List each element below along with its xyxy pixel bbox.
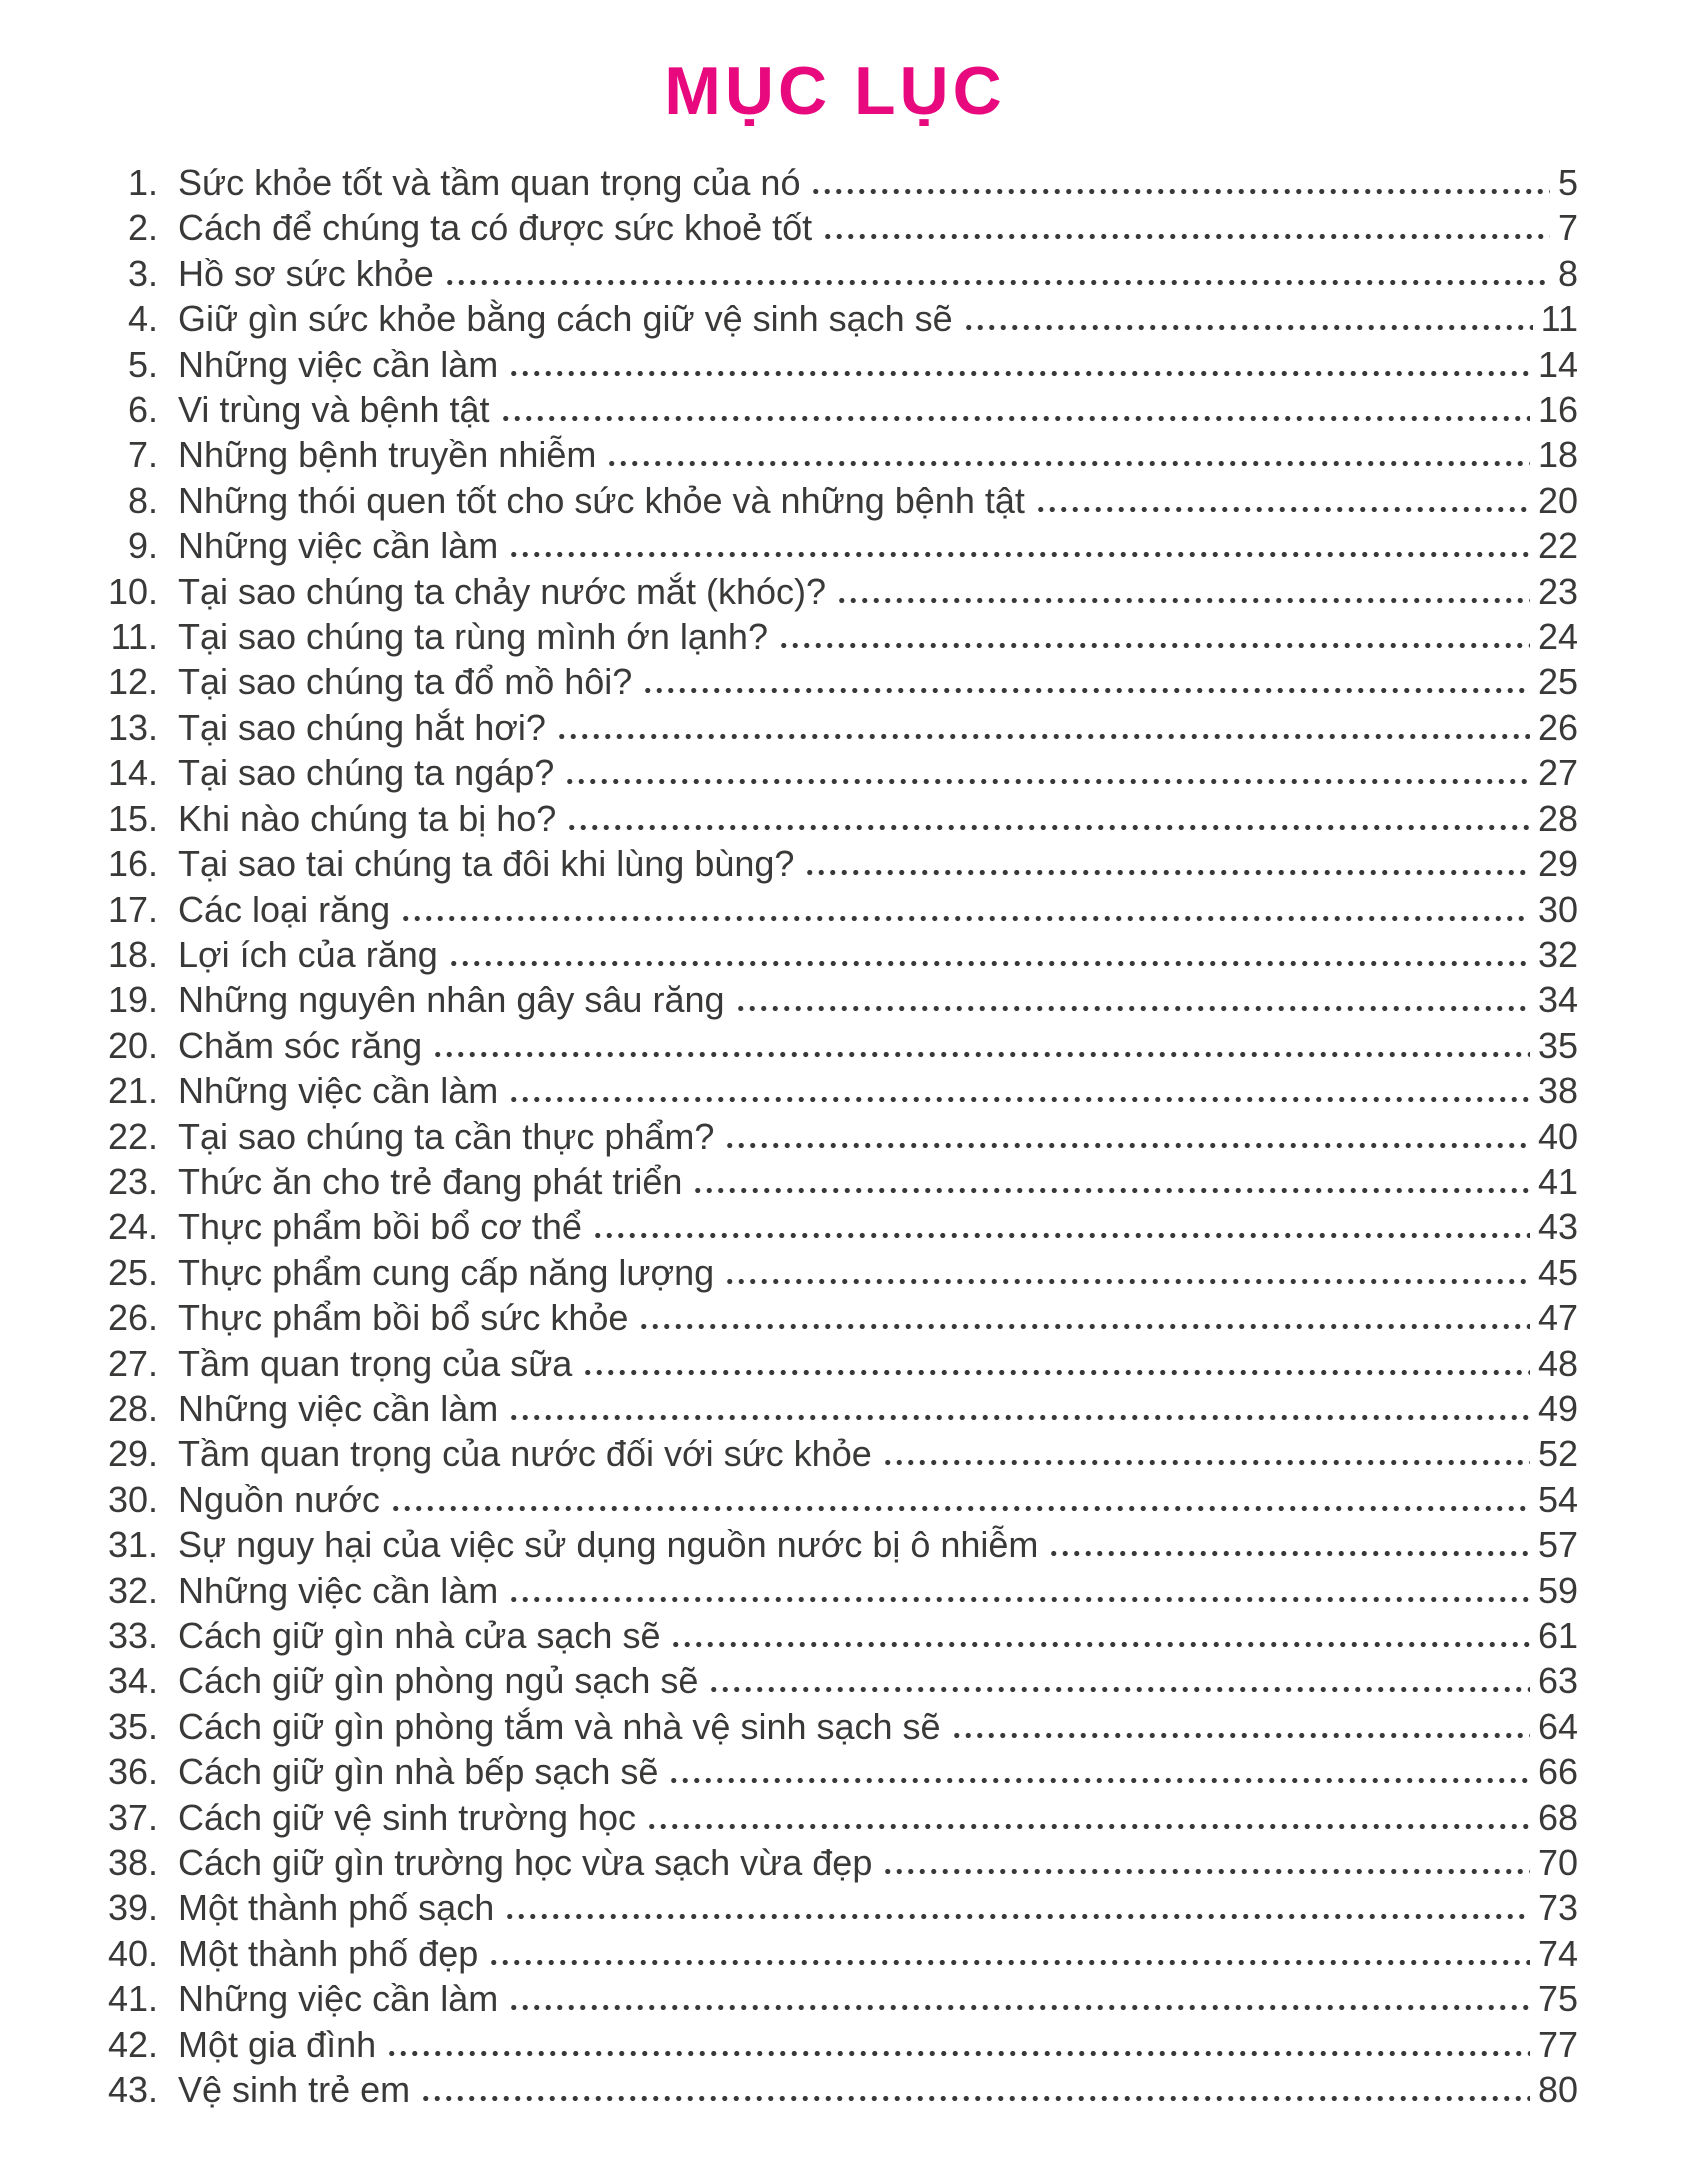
toc-leader-dots bbox=[646, 1823, 1530, 1830]
toc-entry-page: 57 bbox=[1537, 1524, 1578, 1566]
toc-entry-title: Thực phẩm cung cấp năng lượng bbox=[178, 1251, 715, 1293]
toc-entry-page: 43 bbox=[1537, 1206, 1578, 1248]
toc-leader-dots bbox=[778, 642, 1530, 649]
toc-entry-title: Thực phẩm bồi bổ sức khỏe bbox=[178, 1297, 629, 1339]
toc-leader-dots bbox=[836, 597, 1530, 604]
toc-entry-title: Sự nguy hại của việc sử dụng nguồn nước bị ô nhiễm bbox=[178, 1524, 1039, 1566]
toc-leader-dots bbox=[566, 824, 1530, 831]
toc-entry-title: Những việc cần làm bbox=[178, 1569, 499, 1611]
toc-leader-dots bbox=[724, 1278, 1530, 1285]
toc-entry-title: Những việc cần làm bbox=[178, 525, 499, 567]
toc-entry-page: 48 bbox=[1537, 1342, 1578, 1384]
toc-entry-number: 24. bbox=[107, 1206, 158, 1248]
toc-leader-dots bbox=[508, 1596, 1530, 1603]
toc-entry-title: Chăm sóc răng bbox=[178, 1024, 423, 1066]
toc-entry-title: Một thành phố sạch bbox=[178, 1887, 495, 1929]
toc-leader-dots bbox=[810, 188, 1549, 195]
toc-entry-page: 73 bbox=[1537, 1887, 1578, 1929]
toc-entry-number: 23. bbox=[107, 1160, 158, 1202]
toc-entry-number: 2. bbox=[127, 207, 158, 249]
toc-entry-number: 29. bbox=[107, 1433, 158, 1475]
toc-entry-page: 7 bbox=[1557, 207, 1578, 249]
toc-row bbox=[92, 659, 1578, 704]
toc-entry-number: 17. bbox=[107, 888, 158, 930]
toc-entry-title: Sức khỏe tốt và tầm quan trọng của nó bbox=[178, 162, 801, 203]
toc-entry-number: 9. bbox=[127, 525, 158, 567]
toc-row bbox=[92, 1568, 1578, 1613]
toc-entry-title: Những việc cần làm bbox=[178, 1978, 499, 2020]
toc-leader-dots bbox=[670, 1641, 1529, 1648]
toc-row bbox=[92, 614, 1578, 659]
toc-entry-page: 63 bbox=[1537, 1660, 1578, 1702]
toc-entry-number: 40. bbox=[107, 1932, 158, 1974]
toc-row bbox=[92, 2022, 1578, 2067]
toc-entry-title: Tại sao chúng ta đổ mồ hôi? bbox=[178, 661, 633, 703]
toc-entry-page: 38 bbox=[1537, 1070, 1578, 1112]
toc-entry-page: 30 bbox=[1537, 888, 1578, 930]
toc-row bbox=[92, 1341, 1578, 1386]
toc-row bbox=[92, 160, 1578, 205]
toc-entry-number: 20. bbox=[107, 1024, 158, 1066]
toc-entry-number: 4. bbox=[127, 298, 158, 340]
toc-entry-page: 8 bbox=[1557, 252, 1578, 294]
toc-leader-dots bbox=[386, 2050, 1530, 2057]
toc-leader-dots bbox=[432, 1051, 1530, 1058]
toc-leader-dots bbox=[692, 1187, 1530, 1194]
toc-entry-page: 25 bbox=[1537, 661, 1578, 703]
toc-leader-dots bbox=[582, 1369, 1530, 1376]
toc-leader-dots bbox=[592, 1232, 1530, 1239]
toc-entry-number: 6. bbox=[127, 389, 158, 431]
toc-entry-number: 36. bbox=[107, 1751, 158, 1793]
toc-leader-dots bbox=[390, 1505, 1530, 1512]
toc-leader-dots bbox=[1035, 506, 1530, 513]
toc-entry-page: 54 bbox=[1537, 1478, 1578, 1520]
toc-row bbox=[92, 932, 1578, 977]
toc-entry-page: 28 bbox=[1537, 797, 1578, 839]
toc-row bbox=[92, 1522, 1578, 1567]
toc-leader-dots bbox=[508, 370, 1530, 377]
toc-row bbox=[92, 1613, 1578, 1658]
toc-row bbox=[92, 342, 1578, 387]
toc-leader-dots bbox=[804, 869, 1530, 876]
toc-entry-number: 27. bbox=[107, 1342, 158, 1384]
toc-row bbox=[92, 1477, 1578, 1522]
toc-row bbox=[92, 251, 1578, 296]
toc-leader-dots bbox=[606, 460, 1530, 467]
toc-leader-dots bbox=[508, 1096, 1530, 1103]
toc-row bbox=[92, 1295, 1578, 1340]
toc-leader-dots bbox=[420, 2095, 1530, 2102]
toc-leader-dots bbox=[444, 279, 1550, 286]
toc-entry-number: 10. bbox=[107, 570, 158, 612]
toc-leader-dots bbox=[508, 1414, 1530, 1421]
toc-row bbox=[92, 205, 1578, 250]
toc-leader-dots bbox=[504, 1913, 1530, 1920]
toc-entry-number: 14. bbox=[107, 752, 158, 794]
toc-entry-page: 41 bbox=[1537, 1160, 1578, 1202]
toc-row bbox=[92, 569, 1578, 614]
toc-row bbox=[92, 977, 1578, 1022]
toc-entry-number: 12. bbox=[107, 661, 158, 703]
toc-row bbox=[92, 1068, 1578, 1113]
toc-entry-page: 35 bbox=[1537, 1024, 1578, 1066]
toc-leader-dots bbox=[822, 233, 1550, 240]
toc-entry-page: 11 bbox=[1540, 298, 1578, 340]
toc-entry-title: Tầm quan trọng của nước đối với sức khỏe bbox=[178, 1433, 872, 1475]
toc-leader-dots bbox=[882, 1459, 1530, 1466]
toc-entry-title: Hồ sơ sức khỏe bbox=[178, 252, 434, 294]
toc-entry-number: 3. bbox=[127, 252, 158, 294]
toc-entry-page: 80 bbox=[1537, 2069, 1578, 2111]
toc-entry-page: 68 bbox=[1537, 1796, 1578, 1838]
toc-leader-dots bbox=[642, 687, 1530, 694]
toc-entry-page: 26 bbox=[1537, 706, 1578, 748]
toc-entry-title: Tại sao chúng ta cần thực phẩm? bbox=[178, 1115, 715, 1157]
toc-entry-number: 21. bbox=[107, 1070, 158, 1112]
toc-row bbox=[92, 841, 1578, 886]
toc-leader-dots bbox=[963, 324, 1533, 331]
toc-entry-number: 25. bbox=[107, 1251, 158, 1293]
toc-leader-dots bbox=[724, 1142, 1530, 1149]
toc-row bbox=[92, 1704, 1578, 1749]
toc-row bbox=[92, 1840, 1578, 1885]
toc-leader-dots bbox=[882, 1868, 1530, 1875]
toc-row bbox=[92, 1749, 1578, 1794]
toc-entry-title: Cách giữ gìn trường học vừa sạch vừa đẹp bbox=[178, 1842, 873, 1884]
toc-entry-page: 22 bbox=[1537, 525, 1578, 567]
toc-entry-number: 42. bbox=[107, 2023, 158, 2065]
toc-entry-title: Tại sao chúng ta chảy nước mắt (khóc)? bbox=[178, 570, 826, 612]
toc-entry-title: Tại sao chúng hắt hơi? bbox=[178, 706, 546, 748]
toc-entry-number: 15. bbox=[107, 797, 158, 839]
toc-entry-title: Cách giữ gìn phòng tắm và nhà vệ sinh sạch sẽ bbox=[178, 1705, 941, 1747]
toc-leader-dots bbox=[500, 415, 1530, 422]
toc-entry-page: 32 bbox=[1537, 933, 1578, 975]
toc-entry-number: 34. bbox=[107, 1660, 158, 1702]
page-title: MỤC LỤC bbox=[664, 53, 1006, 129]
toc-leader-dots bbox=[508, 551, 1530, 558]
toc-entry-page: 14 bbox=[1537, 343, 1578, 385]
toc-row bbox=[92, 1204, 1578, 1249]
toc-entry-page: 23 bbox=[1537, 570, 1578, 612]
toc-row bbox=[92, 887, 1578, 932]
toc-entry-title: Tại sao chúng ta rùng mình ớn lạnh? bbox=[178, 616, 768, 658]
toc-leader-dots bbox=[735, 1005, 1530, 1012]
toc-entry-title: Một gia đình bbox=[178, 2023, 377, 2065]
toc-list bbox=[92, 160, 1578, 2112]
toc-row bbox=[92, 1795, 1578, 1840]
toc-entry-page: 40 bbox=[1537, 1115, 1578, 1157]
toc-row bbox=[92, 387, 1578, 432]
toc-entry-title: Cách giữ gìn nhà cửa sạch sẽ bbox=[178, 1615, 661, 1656]
toc-entry-page: 16 bbox=[1537, 389, 1578, 431]
toc-entry-page: 75 bbox=[1537, 1978, 1578, 2020]
toc-entry-number: 28. bbox=[107, 1387, 158, 1429]
toc-entry-page: 66 bbox=[1537, 1751, 1578, 1793]
toc-entry-title: Những việc cần làm bbox=[178, 1070, 499, 1112]
toc-row bbox=[92, 1431, 1578, 1476]
toc-row bbox=[92, 1931, 1578, 1976]
toc-entry-title: Cách để chúng ta có được sức khoẻ tốt bbox=[178, 207, 813, 249]
toc-entry-page: 34 bbox=[1537, 979, 1578, 1021]
toc-entry-page: 74 bbox=[1537, 1932, 1578, 1974]
toc-entry-number: 8. bbox=[127, 479, 158, 521]
toc-entry-title: Cách giữ gìn phòng ngủ sạch sẽ bbox=[178, 1660, 699, 1702]
toc-entry-number: 37. bbox=[107, 1796, 158, 1838]
toc-entry-number: 7. bbox=[127, 434, 158, 476]
toc-entry-title: Vi trùng và bệnh tật bbox=[178, 389, 490, 431]
toc-entry-title: Nguồn nước bbox=[178, 1478, 380, 1520]
toc-entry-page: 49 bbox=[1537, 1387, 1578, 1429]
toc-row bbox=[92, 1023, 1578, 1068]
toc-entry-number: 43. bbox=[107, 2069, 158, 2111]
toc-row bbox=[92, 2067, 1578, 2112]
toc-entry-number: 11. bbox=[110, 616, 158, 658]
toc-entry-title: Những việc cần làm bbox=[178, 1387, 499, 1429]
toc-row bbox=[92, 796, 1578, 841]
toc-leader-dots bbox=[508, 2004, 1530, 2011]
toc-entry-page: 47 bbox=[1537, 1297, 1578, 1339]
toc-leader-dots bbox=[668, 1777, 1530, 1784]
toc-row bbox=[92, 523, 1578, 568]
toc-entry-number: 41. bbox=[107, 1978, 158, 2020]
toc-row bbox=[92, 1386, 1578, 1431]
toc-entry-number: 35. bbox=[107, 1705, 158, 1747]
toc-entry-title: Những bệnh truyền nhiễm bbox=[178, 434, 597, 476]
toc-entry-title: Vệ sinh trẻ em bbox=[178, 2069, 411, 2111]
toc-entry-number: 33. bbox=[107, 1615, 158, 1656]
toc-entry-title: Tại sao chúng ta ngáp? bbox=[178, 752, 555, 794]
toc-entry-title: Một thành phố đẹp bbox=[178, 1932, 479, 1974]
toc-entry-title: Thực phẩm bồi bổ cơ thể bbox=[178, 1206, 582, 1248]
toc-leader-dots bbox=[400, 915, 1530, 922]
toc-entry-title: Các loại răng bbox=[178, 888, 391, 930]
toc-entry-number: 19. bbox=[107, 979, 158, 1021]
toc-entry-title: Giữ gìn sức khỏe bằng cách giữ vệ sinh sạch sẽ bbox=[178, 298, 953, 340]
toc-entry-title: Cách giữ gìn nhà bếp sạch sẽ bbox=[178, 1751, 659, 1793]
toc-row bbox=[92, 1976, 1578, 2021]
toc-entry-page: 52 bbox=[1537, 1433, 1578, 1475]
toc-leader-dots bbox=[638, 1323, 1530, 1330]
toc-entry-number: 16. bbox=[107, 843, 158, 885]
toc-entry-page: 61 bbox=[1537, 1615, 1578, 1656]
toc-row bbox=[92, 1159, 1578, 1204]
toc-leader-dots bbox=[951, 1732, 1530, 1739]
toc-entry-number: 18. bbox=[107, 933, 158, 975]
toc-entry-title: Cách giữ vệ sinh trường học bbox=[178, 1796, 637, 1838]
toc-entry-number: 1. bbox=[127, 162, 158, 203]
toc-entry-number: 31. bbox=[107, 1524, 158, 1566]
toc-leader-dots bbox=[556, 733, 1530, 740]
toc-entry-title: Tại sao tai chúng ta đôi khi lùng bùng? bbox=[178, 843, 795, 885]
toc-entry-number: 22. bbox=[107, 1115, 158, 1157]
toc-entry-number: 30. bbox=[107, 1478, 158, 1520]
toc-entry-title: Lợi ích của răng bbox=[178, 933, 438, 975]
toc-entry-number: 32. bbox=[107, 1569, 158, 1611]
toc-entry-page: 20 bbox=[1537, 479, 1578, 521]
toc-leader-dots bbox=[564, 778, 1530, 785]
toc-entry-page: 77 bbox=[1537, 2023, 1578, 2065]
toc-entry-number: 26. bbox=[107, 1297, 158, 1339]
toc-row bbox=[92, 478, 1578, 523]
toc-row bbox=[92, 1114, 1578, 1159]
toc-entry-page: 27 bbox=[1537, 752, 1578, 794]
toc-entry-title: Tầm quan trọng của sữa bbox=[178, 1342, 573, 1384]
toc-entry-page: 64 bbox=[1537, 1705, 1578, 1747]
toc-entry-title: Những nguyên nhân gây sâu răng bbox=[178, 979, 725, 1021]
toc-leader-dots bbox=[708, 1686, 1530, 1693]
toc-entry-page: 24 bbox=[1537, 616, 1578, 658]
toc-entry-number: 13. bbox=[107, 706, 158, 748]
toc-entry-title: Những thói quen tốt cho sức khỏe và những bệnh tật bbox=[178, 479, 1025, 521]
toc-row bbox=[92, 1885, 1578, 1930]
toc-row bbox=[92, 1658, 1578, 1703]
toc-entry-number: 5. bbox=[127, 343, 158, 385]
toc-entry-number: 38. bbox=[107, 1842, 158, 1884]
toc-leader-dots bbox=[448, 960, 1530, 967]
toc-row bbox=[92, 705, 1578, 750]
toc-leader-dots bbox=[488, 1959, 1530, 1966]
toc-entry-page: 45 bbox=[1537, 1251, 1578, 1293]
toc-row bbox=[92, 296, 1578, 341]
toc-entry-page: 59 bbox=[1537, 1569, 1578, 1611]
toc-leader-dots bbox=[1048, 1550, 1530, 1557]
toc-entry-title: Khi nào chúng ta bị ho? bbox=[178, 797, 557, 839]
toc-entry-number: 39. bbox=[107, 1887, 158, 1929]
toc-entry-title: Những việc cần làm bbox=[178, 343, 499, 385]
toc-entry-page: 29 bbox=[1537, 843, 1578, 885]
toc-row bbox=[92, 432, 1578, 477]
toc-entry-page: 5 bbox=[1557, 162, 1578, 203]
toc-entry-page: 18 bbox=[1537, 434, 1578, 476]
toc-row bbox=[92, 1250, 1578, 1295]
toc-entry-page: 70 bbox=[1537, 1842, 1578, 1884]
toc-row bbox=[92, 750, 1578, 795]
toc-entry-title: Thức ăn cho trẻ đang phát triển bbox=[178, 1160, 683, 1202]
